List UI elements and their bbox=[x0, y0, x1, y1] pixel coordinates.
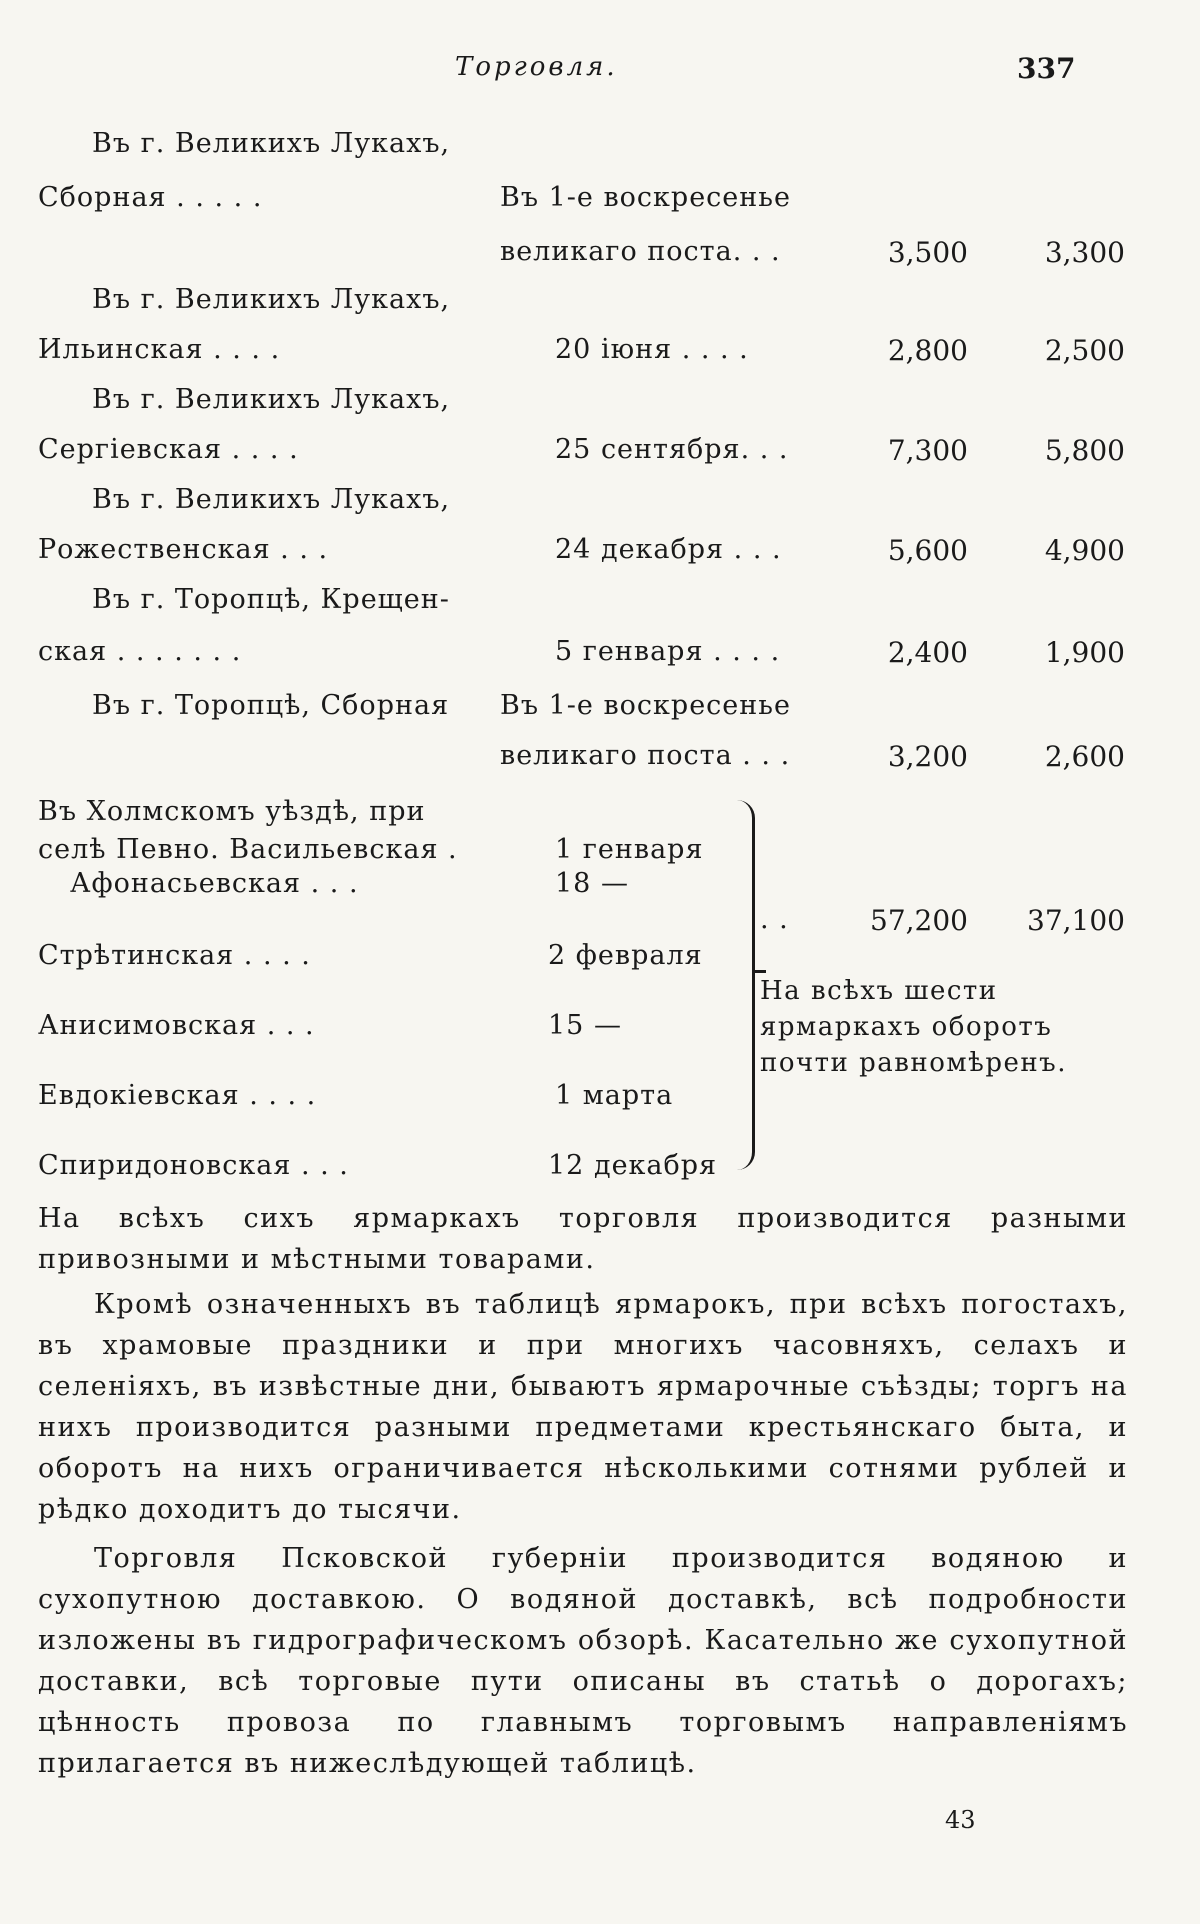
fair-name: Ильинская . . . . bbox=[38, 334, 281, 365]
fair-value-1: 3,200 bbox=[887, 740, 968, 773]
running-header-title: Торговля. bbox=[455, 52, 618, 82]
kholm-total-dots: . . bbox=[760, 904, 789, 935]
fair-value-2: 4,900 bbox=[1044, 534, 1125, 567]
fair-place: Въ г. Великихъ Лукахъ, bbox=[92, 284, 451, 315]
kholm-fair-name: Евдокіевская . . . . bbox=[38, 1080, 317, 1111]
fair-date-cont: великаго поста. . . bbox=[500, 236, 781, 267]
page-number: 337 bbox=[1017, 52, 1076, 85]
kholm-fair-name: Спиридоновская . . . bbox=[38, 1150, 349, 1181]
kholm-intro: Въ Холмскомъ уѣздѣ, при bbox=[38, 796, 426, 827]
fair-date: 24 декабря . . . bbox=[555, 534, 782, 565]
kholm-total-2: 37,100 bbox=[1027, 904, 1125, 937]
signature-mark: 43 bbox=[945, 1806, 976, 1834]
curly-brace bbox=[730, 800, 755, 1170]
kholm-date: 1 марта bbox=[555, 1080, 674, 1111]
kholm-intro-cont: селѣ Певно. Васильевская . bbox=[38, 834, 458, 865]
fair-value-2: 3,300 bbox=[1044, 236, 1125, 269]
fair-value-1: 7,300 bbox=[887, 434, 968, 467]
fair-name: Сборная . . . . . bbox=[38, 182, 263, 213]
fair-date: Въ 1-е воскресенье bbox=[500, 182, 791, 213]
kholm-fair-name: Стрѣтинская . . . . bbox=[38, 940, 311, 971]
fair-value-2: 5,800 bbox=[1044, 434, 1125, 467]
fair-name: ская . . . . . . . bbox=[38, 636, 242, 667]
paragraph: На всѣхъ сихъ ярмаркахъ торговля производится разными привозными и мѣстными товарами. bbox=[38, 1203, 1128, 1275]
kholm-total-1: 57,200 bbox=[870, 904, 968, 937]
kholm-date: 15 — bbox=[548, 1010, 622, 1041]
fair-value-1: 5,600 bbox=[887, 534, 968, 567]
fair-value-2: 2,500 bbox=[1044, 334, 1125, 367]
fair-date: 25 сентября. . . bbox=[555, 434, 789, 465]
fair-value-1: 2,800 bbox=[887, 334, 968, 367]
kholm-date: 2 февраля bbox=[548, 940, 703, 971]
fair-place: Въ г. Великихъ Лукахъ, bbox=[92, 128, 451, 159]
kholm-date: 12 декабря bbox=[548, 1150, 718, 1181]
fair-place: Въ г. Торопцѣ, Крещен- bbox=[92, 584, 450, 615]
fair-name: Рожественская . . . bbox=[38, 534, 329, 565]
kholm-note: На всѣхъ шести ярмаркахъ оборотъ почти равномѣренъ. bbox=[760, 976, 1067, 1078]
fair-value-1: 2,400 bbox=[887, 636, 968, 669]
fair-place: Въ г. Великихъ Лукахъ, bbox=[92, 484, 451, 515]
fair-value-2: 2,600 bbox=[1044, 740, 1125, 773]
fair-date-cont: великаго поста . . . bbox=[500, 740, 791, 771]
fair-value-1: 3,500 bbox=[887, 236, 968, 269]
fair-place: Въ г. Торопцѣ, Сборная bbox=[92, 690, 450, 721]
fair-place: Въ г. Великихъ Лукахъ, bbox=[92, 384, 451, 415]
fair-name: Сергіевская . . . . bbox=[38, 434, 299, 465]
kholm-date: 18 — bbox=[555, 868, 629, 899]
paragraph: Кромѣ означенныхъ въ таблицѣ ярмарокъ, при всѣхъ погостахъ, въ храмовые праздники и при многихъ часовняхъ, селахъ и селеніяхъ, въ извѣстные дни, бываютъ ярмарочные съѣзды; торгъ на нихъ производится разными предметами крестьянскаго быта, и оборотъ на нихъ ограничивается нѣсколькими сотнями рублей и рѣдко доходитъ до тысячи. bbox=[38, 1289, 1128, 1525]
paragraph: Торговля Псковской губерніи производится водяною и сухопутною доставкою. О водяной доставкѣ, всѣ подробности изложены въ гидрографическомъ обзорѣ. Касательно же сухопутной доставки, всѣ торговые пути описаны въ статьѣ о дорогахъ; цѣнность провоза по главнымъ торговымъ направленіямъ прилагается въ нижеслѣдующей таблицѣ. bbox=[38, 1543, 1128, 1779]
fair-date: 20 іюня . . . . bbox=[555, 334, 749, 365]
fair-date: 5 генваря . . . . bbox=[555, 636, 781, 667]
fair-value-2: 1,900 bbox=[1044, 636, 1125, 669]
kholm-fair-name: Анисимовская . . . bbox=[38, 1010, 315, 1041]
kholm-date: 1 генваря bbox=[555, 834, 704, 865]
fair-date: Въ 1-е воскресенье bbox=[500, 690, 791, 721]
kholm-fair-name: Афонасьевская . . . bbox=[70, 868, 359, 899]
